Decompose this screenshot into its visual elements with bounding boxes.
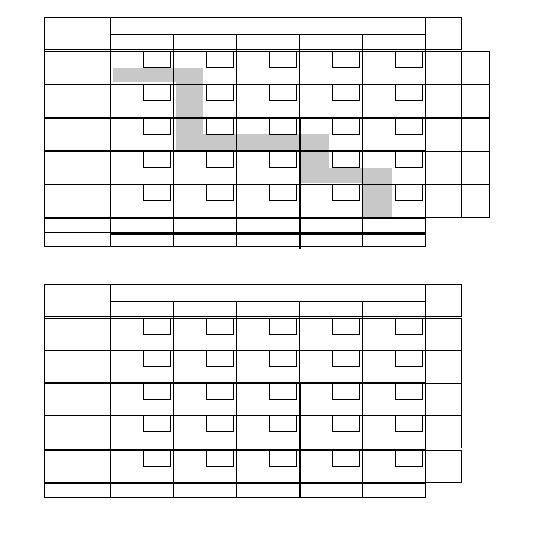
grid-line — [395, 200, 422, 201]
grid-line — [422, 51, 423, 68]
grid-line — [332, 431, 359, 432]
grid-line — [461, 17, 462, 50]
grid-line — [170, 184, 171, 201]
grid-line — [299, 383, 301, 497]
grid-line — [206, 51, 207, 68]
grid-line — [461, 350, 462, 383]
grid-line — [143, 318, 144, 335]
grid-line — [233, 383, 234, 400]
grid-line — [44, 415, 425, 416]
grid-line — [143, 366, 170, 367]
grid-line — [269, 431, 296, 432]
grid-line — [206, 200, 233, 201]
grid-line — [143, 334, 170, 335]
grid-line — [359, 350, 360, 367]
grid-line — [173, 34, 174, 233]
grid-line — [461, 51, 462, 85]
grid-line — [296, 450, 297, 467]
grid-line — [359, 318, 360, 335]
grid-line — [395, 167, 422, 168]
grid-line — [44, 284, 461, 285]
grid-line — [170, 350, 171, 367]
grid-line — [269, 466, 296, 467]
grid-line — [233, 84, 234, 101]
grid-line — [236, 301, 237, 498]
grid-line — [461, 151, 489, 152]
grid-line — [359, 51, 360, 68]
grid-line — [44, 117, 489, 119]
grid-line — [461, 84, 489, 85]
grid-line — [425, 383, 461, 384]
grid-line — [332, 318, 333, 335]
grid-line — [395, 100, 422, 101]
grid-line — [332, 366, 359, 367]
grid-line — [233, 350, 234, 367]
grid-line — [143, 200, 170, 201]
grid-line — [233, 184, 234, 201]
grid-line — [422, 350, 423, 367]
grid-line — [296, 318, 297, 335]
grid-line — [425, 51, 461, 52]
grid-line — [395, 415, 396, 432]
grid-line — [206, 118, 207, 135]
grid-line — [332, 466, 359, 467]
grid-line — [489, 184, 490, 218]
grid-line — [173, 301, 174, 498]
grid-line — [422, 118, 423, 135]
grid-line — [359, 118, 360, 135]
grid-line — [461, 383, 462, 416]
grid-line — [296, 151, 297, 168]
grid-line — [44, 318, 425, 319]
grid-line — [359, 184, 360, 201]
grid-line — [44, 316, 461, 317]
grid-line — [269, 134, 296, 135]
grid-line — [395, 51, 396, 68]
grid-line — [233, 415, 234, 432]
grid-line — [206, 450, 207, 467]
grid-line — [332, 100, 359, 101]
grid-line — [296, 184, 297, 201]
grid-line — [332, 51, 333, 68]
grid-line — [143, 450, 144, 467]
grid-line — [395, 450, 396, 467]
grid-line — [362, 301, 363, 498]
grid-line — [332, 167, 359, 168]
grid-line — [422, 383, 423, 400]
grid-line — [332, 184, 333, 201]
grid-line — [359, 415, 360, 432]
grid-line — [143, 184, 144, 201]
grid-line — [395, 383, 396, 400]
grid-line — [362, 34, 363, 233]
grid-line — [170, 51, 171, 68]
grid-line — [461, 184, 462, 218]
grid-line — [206, 399, 233, 400]
grid-line — [395, 151, 396, 168]
grid-line — [461, 184, 489, 185]
grid-line — [332, 399, 359, 400]
grid-line — [44, 184, 425, 185]
grid-line — [143, 399, 170, 400]
grid-line — [422, 184, 423, 201]
grid-line — [395, 334, 422, 335]
grid-line — [233, 51, 234, 68]
grid-line — [110, 34, 425, 35]
grid-line — [206, 431, 233, 432]
grid-line — [425, 450, 461, 451]
grid-line — [332, 84, 333, 101]
grid-line — [44, 17, 461, 18]
grid-line — [170, 450, 171, 467]
grid-line — [269, 318, 270, 335]
grid-line — [170, 118, 171, 135]
grid-line — [233, 450, 234, 467]
grid-line — [296, 51, 297, 68]
grid-line — [489, 51, 490, 85]
grid-line — [143, 415, 144, 432]
grid-line — [395, 184, 396, 201]
cycle-shade — [176, 68, 203, 150]
grid-line — [489, 118, 490, 152]
grid-line — [461, 450, 462, 483]
grid-line — [332, 67, 359, 68]
grid-line — [206, 184, 207, 201]
grid-line — [269, 151, 270, 168]
grid-line — [44, 51, 425, 52]
grid-line — [44, 350, 425, 351]
grid-line — [269, 415, 270, 432]
grid-line — [332, 450, 333, 467]
grid-line — [44, 246, 425, 247]
grid-line — [332, 134, 359, 135]
grid-line — [44, 449, 425, 451]
grid-line — [332, 200, 359, 201]
grid-line — [269, 366, 296, 367]
grid-line — [206, 67, 233, 68]
grid-line — [461, 415, 462, 448]
grid-line — [395, 318, 396, 335]
grid-line — [296, 383, 297, 400]
grid-line — [143, 51, 144, 68]
grid-line — [44, 84, 425, 85]
grid-line — [110, 284, 111, 498]
grid-line — [206, 134, 233, 135]
grid-line — [425, 318, 461, 319]
grid-line — [422, 151, 423, 168]
grid-line — [269, 350, 270, 367]
grid-line — [143, 118, 144, 135]
grid-line — [170, 318, 171, 335]
grid-line — [332, 415, 333, 432]
grid-line — [395, 118, 396, 135]
grid-line — [489, 151, 490, 185]
grid-line — [269, 167, 296, 168]
grid-line — [461, 118, 462, 152]
grid-line — [44, 284, 45, 498]
grid-line — [461, 217, 489, 218]
grid-line — [143, 134, 170, 135]
grid-line — [269, 67, 296, 68]
grid-line — [44, 382, 425, 384]
grid-line — [269, 51, 270, 68]
grid-line — [269, 383, 270, 400]
grid-line — [461, 84, 462, 118]
grid-line — [422, 84, 423, 101]
grid-line — [395, 466, 422, 467]
grid-line — [44, 497, 425, 498]
grid-line — [359, 151, 360, 168]
grid-line — [206, 100, 233, 101]
grid-line — [143, 350, 144, 367]
grid-line — [422, 415, 423, 432]
grid-line — [422, 450, 423, 467]
grid-line — [359, 383, 360, 400]
grid-line — [44, 49, 461, 50]
grid-line — [461, 318, 462, 351]
grid-line — [425, 284, 426, 498]
grid-line — [269, 334, 296, 335]
grid-line — [143, 84, 144, 101]
grid-line — [170, 415, 171, 432]
grid-line — [395, 84, 396, 101]
grid-line — [296, 118, 297, 135]
grid-line — [206, 383, 207, 400]
grid-line — [425, 151, 461, 152]
grid-line — [461, 151, 462, 185]
grid-line — [425, 350, 461, 351]
grid-line — [170, 383, 171, 400]
grid-line — [425, 184, 461, 185]
grid-line — [233, 318, 234, 335]
grid-line — [395, 366, 422, 367]
grid-line — [269, 184, 270, 201]
grid-line — [296, 350, 297, 367]
grid-line — [332, 383, 333, 400]
grid-line — [299, 118, 301, 249]
grid-line — [143, 151, 144, 168]
grid-line — [143, 100, 170, 101]
grid-line — [425, 415, 461, 416]
grid-line — [269, 399, 296, 400]
grid-line — [395, 431, 422, 432]
grid-line — [395, 67, 422, 68]
grid-line — [425, 84, 461, 85]
grid-line — [206, 366, 233, 367]
grid-line — [110, 301, 425, 302]
grid-line — [206, 466, 233, 467]
grid-line — [395, 134, 422, 135]
grid-line — [332, 118, 333, 135]
grid-line — [332, 334, 359, 335]
grid-line — [236, 34, 237, 233]
grid-line — [395, 350, 396, 367]
grid-line — [296, 415, 297, 432]
grid-line — [44, 150, 425, 152]
grid-line — [110, 233, 425, 235]
grid-line — [395, 399, 422, 400]
grid-line — [206, 334, 233, 335]
grid-line — [143, 383, 144, 400]
grid-line — [359, 450, 360, 467]
cycle-shade — [363, 168, 392, 217]
grid-line — [332, 151, 333, 168]
grid-line — [170, 151, 171, 168]
grid-line — [143, 431, 170, 432]
grid-line — [170, 84, 171, 101]
grid-line — [422, 318, 423, 335]
grid-line — [269, 200, 296, 201]
grid-line — [233, 118, 234, 135]
grid-line — [461, 51, 489, 52]
grid-line — [489, 84, 490, 118]
grid-line — [206, 84, 207, 101]
grid-line — [269, 100, 296, 101]
grid-line — [143, 466, 170, 467]
grid-line — [269, 84, 270, 101]
grid-line — [44, 218, 425, 219]
grid-line — [359, 84, 360, 101]
grid-line — [332, 350, 333, 367]
grid-line — [206, 350, 207, 367]
grid-line — [206, 167, 233, 168]
grid-line — [269, 450, 270, 467]
grid-line — [143, 67, 170, 68]
grid-line — [143, 167, 170, 168]
grid-line — [233, 151, 234, 168]
grid-line — [296, 84, 297, 101]
grid-line — [206, 151, 207, 168]
grid-line — [110, 17, 111, 233]
grid-line — [44, 483, 425, 484]
grid-line — [206, 415, 207, 432]
grid-line — [206, 318, 207, 335]
grid-line — [269, 118, 270, 135]
grid-line — [461, 284, 462, 317]
